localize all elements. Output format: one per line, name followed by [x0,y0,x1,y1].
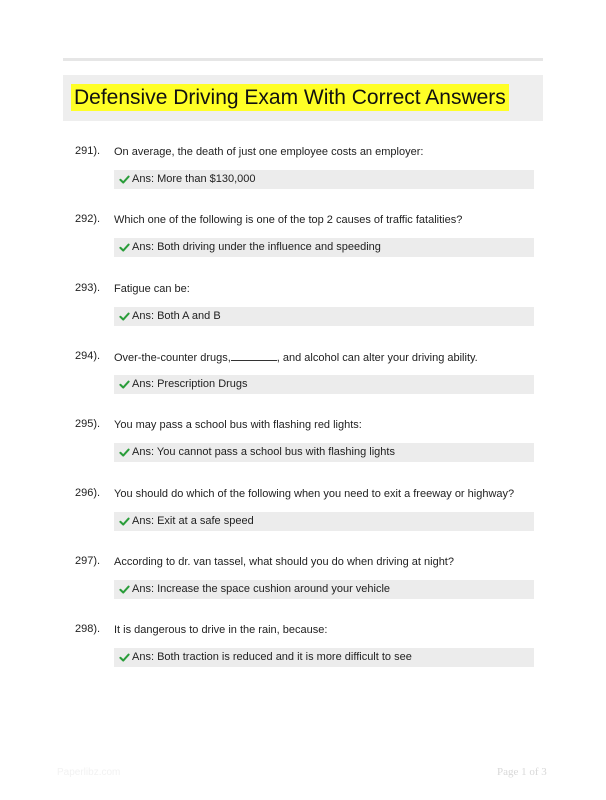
question-text: Fatigue can be: [114,283,190,295]
question-text-after-blank: , and alcohol can alter your driving ability. [276,352,478,364]
question-number: 297). [75,555,101,567]
answer-text: Ans: Prescription Drugs [132,378,248,390]
question-number: 292). [75,213,101,225]
answer-text: Ans: Both traction is reduced and it is more difficult to see [132,651,412,663]
answer-text: Ans: Both driving under the influence and speeding [132,241,381,253]
answer-box [114,307,534,326]
answer-text: Ans: More than $130,000 [132,173,256,185]
top-divider [63,58,543,61]
checkmark-icon [119,652,130,663]
checkmark-icon [119,311,130,322]
answer-box [114,170,534,189]
page-number: Page 1 of 3 [497,766,547,778]
answer-text: Ans: Both A and B [132,310,221,322]
question-number: 298). [75,623,101,635]
checkmark-icon [119,516,130,527]
checkmark-icon [119,447,130,458]
question-text: It is dangerous to drive in the rain, because: [114,624,328,636]
question-number: 291). [75,145,101,157]
question-item-297 [0,555,606,615]
checkmark-icon [119,242,130,253]
answer-text: Ans: You cannot pass a school bus with flashing lights [132,446,395,458]
question-number: 293). [75,282,101,294]
document-title: Defensive Driving Exam With Correct Answers [71,84,509,111]
title-band [63,75,543,121]
question-text: According to dr. van tassel, what should you do when driving at night? [114,556,454,568]
question-item-296 [0,487,606,547]
answer-text: Ans: Exit at a safe speed [132,515,254,527]
question-text: You may pass a school bus with flashing red lights: [114,419,362,431]
footer-watermark: Paperlibz.com [57,767,121,778]
question-text: You should do which of the following when you need to exit a freeway or highway? [114,488,515,500]
question-number: 294). [75,350,101,362]
question-text: Which one of the following is one of the top 2 causes of traffic fatalities? [114,214,463,226]
question-item-294 [0,350,606,410]
checkmark-icon [119,174,130,185]
answer-box [114,443,534,462]
question-text-before-blank: Over-the-counter drugs, [114,352,231,364]
answer-box [114,375,534,394]
question-item-292 [0,213,606,273]
checkmark-icon [119,584,130,595]
checkmark-icon [119,379,130,390]
answer-box [114,512,534,531]
question-item-293 [0,282,606,342]
question-text [114,351,478,364]
fill-in-blank [231,351,277,361]
question-text: On average, the death of just one employee costs an employer: [114,146,424,158]
answer-box [114,648,534,667]
question-item-295 [0,418,606,478]
question-item-298 [0,623,606,683]
question-number: 296). [75,487,101,499]
answer-text: Ans: Increase the space cushion around your vehicle [132,583,391,595]
answer-box [114,580,534,599]
question-number: 295). [75,418,101,430]
answer-box [114,238,534,257]
question-item-291 [0,145,606,205]
